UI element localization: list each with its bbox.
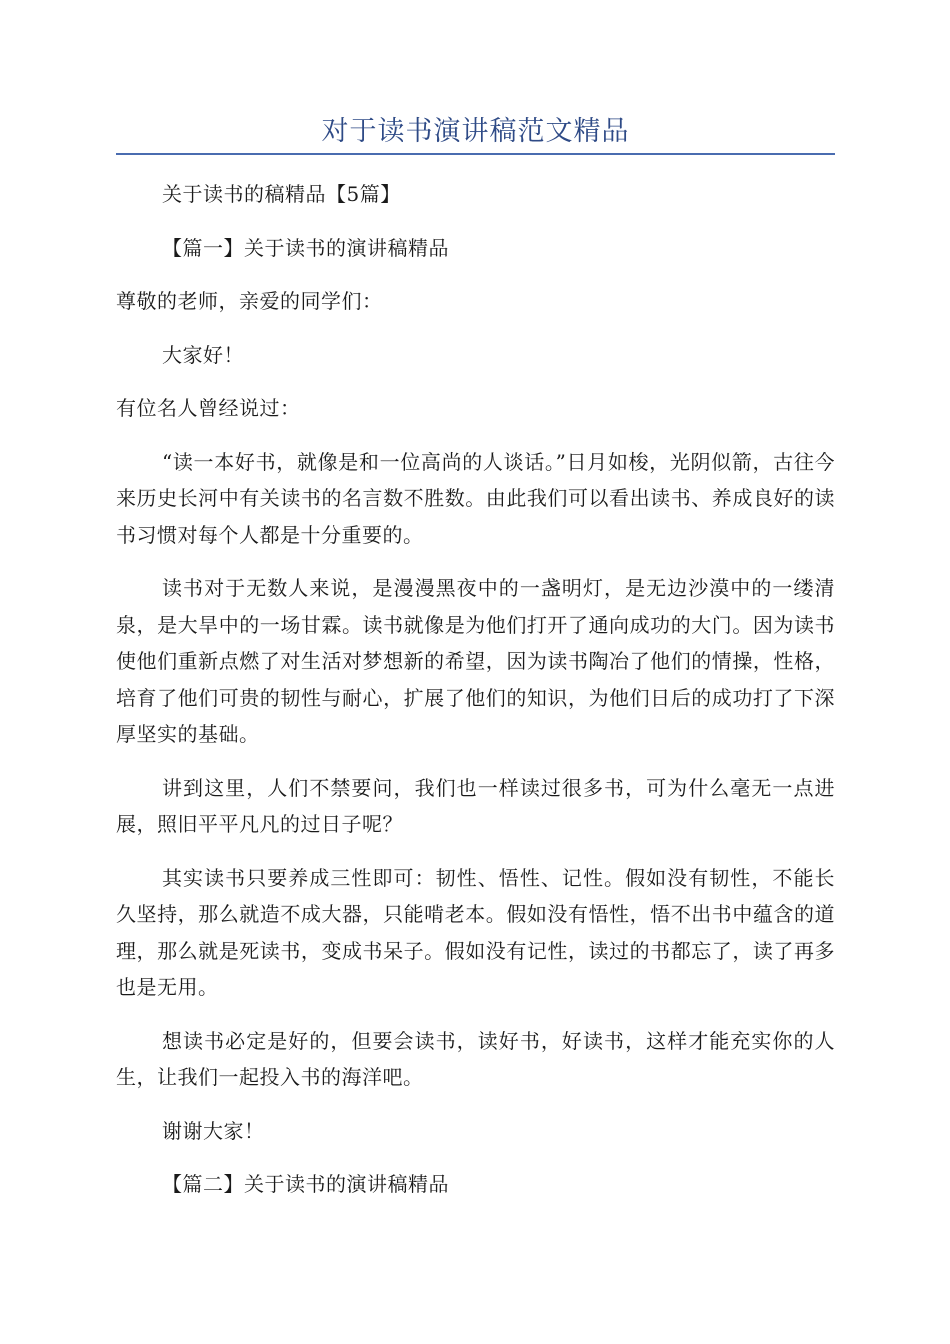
document-body bbox=[116, 176, 835, 1203]
paragraph-body-1: 读书对于无数人来说，是漫漫黑夜中的一盏明灯，是无边沙漠中的一缕清泉，是大旱中的一场甘霖。读书就像是为他们打开了通向成功的大门。因为读书使他们重新点燃了对生活对梦想新的希望，因为读书陶冶了他们的情操，性格，培育了他们可贵的韧性与耐心，扩展了他们的知识，为他们日后的成功打了下深厚坚实的基础。 bbox=[116, 576, 835, 746]
paragraph-body-2: 讲到这里，人们不禁要问，我们也一样读过很多书，可为什么毫无一点进展，照旧平平凡凡的过日子呢？ bbox=[116, 775, 835, 836]
section-heading-2: 【篇二】关于读书的演讲稿精品 bbox=[162, 1172, 449, 1196]
paragraph-greeting: 大家好！ bbox=[162, 342, 244, 367]
paragraph-body-4: 想读书必定是好的，但要会读书，读好书，好读书，这样才能充实你的人生，让我们一起投入书的海洋吧。 bbox=[116, 1028, 835, 1089]
paragraph-quote-lead: 有位名人曾经说过： bbox=[116, 396, 301, 420]
document-title: 对于读书演讲稿范文精品 bbox=[321, 116, 630, 147]
paragraph-intro: 关于读书的稿精品【5篇】 bbox=[162, 182, 401, 206]
paragraph-salutation: 尊敬的老师，亲爱的同学们： bbox=[116, 289, 383, 313]
section-heading-1: 【篇一】关于读书的演讲稿精品 bbox=[162, 235, 449, 260]
paragraph-body-3: 其实读书只要养成三性即可：韧性、悟性、记性。假如没有韧性，不能长久坚持，那么就造不成大器，只能啃老本。假如没有悟性，悟不出书中蕴含的道理，那么就是死读书，变成书呆子。假如没有记性，读过的书都忘了，读了再多也是无用。 bbox=[116, 865, 835, 999]
paragraph-thanks: 谢谢大家！ bbox=[162, 1118, 265, 1143]
title-underline bbox=[116, 153, 835, 155]
paragraph-quote: “读一本好书，就像是和一位高尚的人谈话。”日月如梭，光阴似箭，古往今来历史长河中有关读书的名言数不胜数。由此我们可以看出读书、养成良好的读书习惯对每个人都是十分重要的。 bbox=[116, 449, 835, 547]
